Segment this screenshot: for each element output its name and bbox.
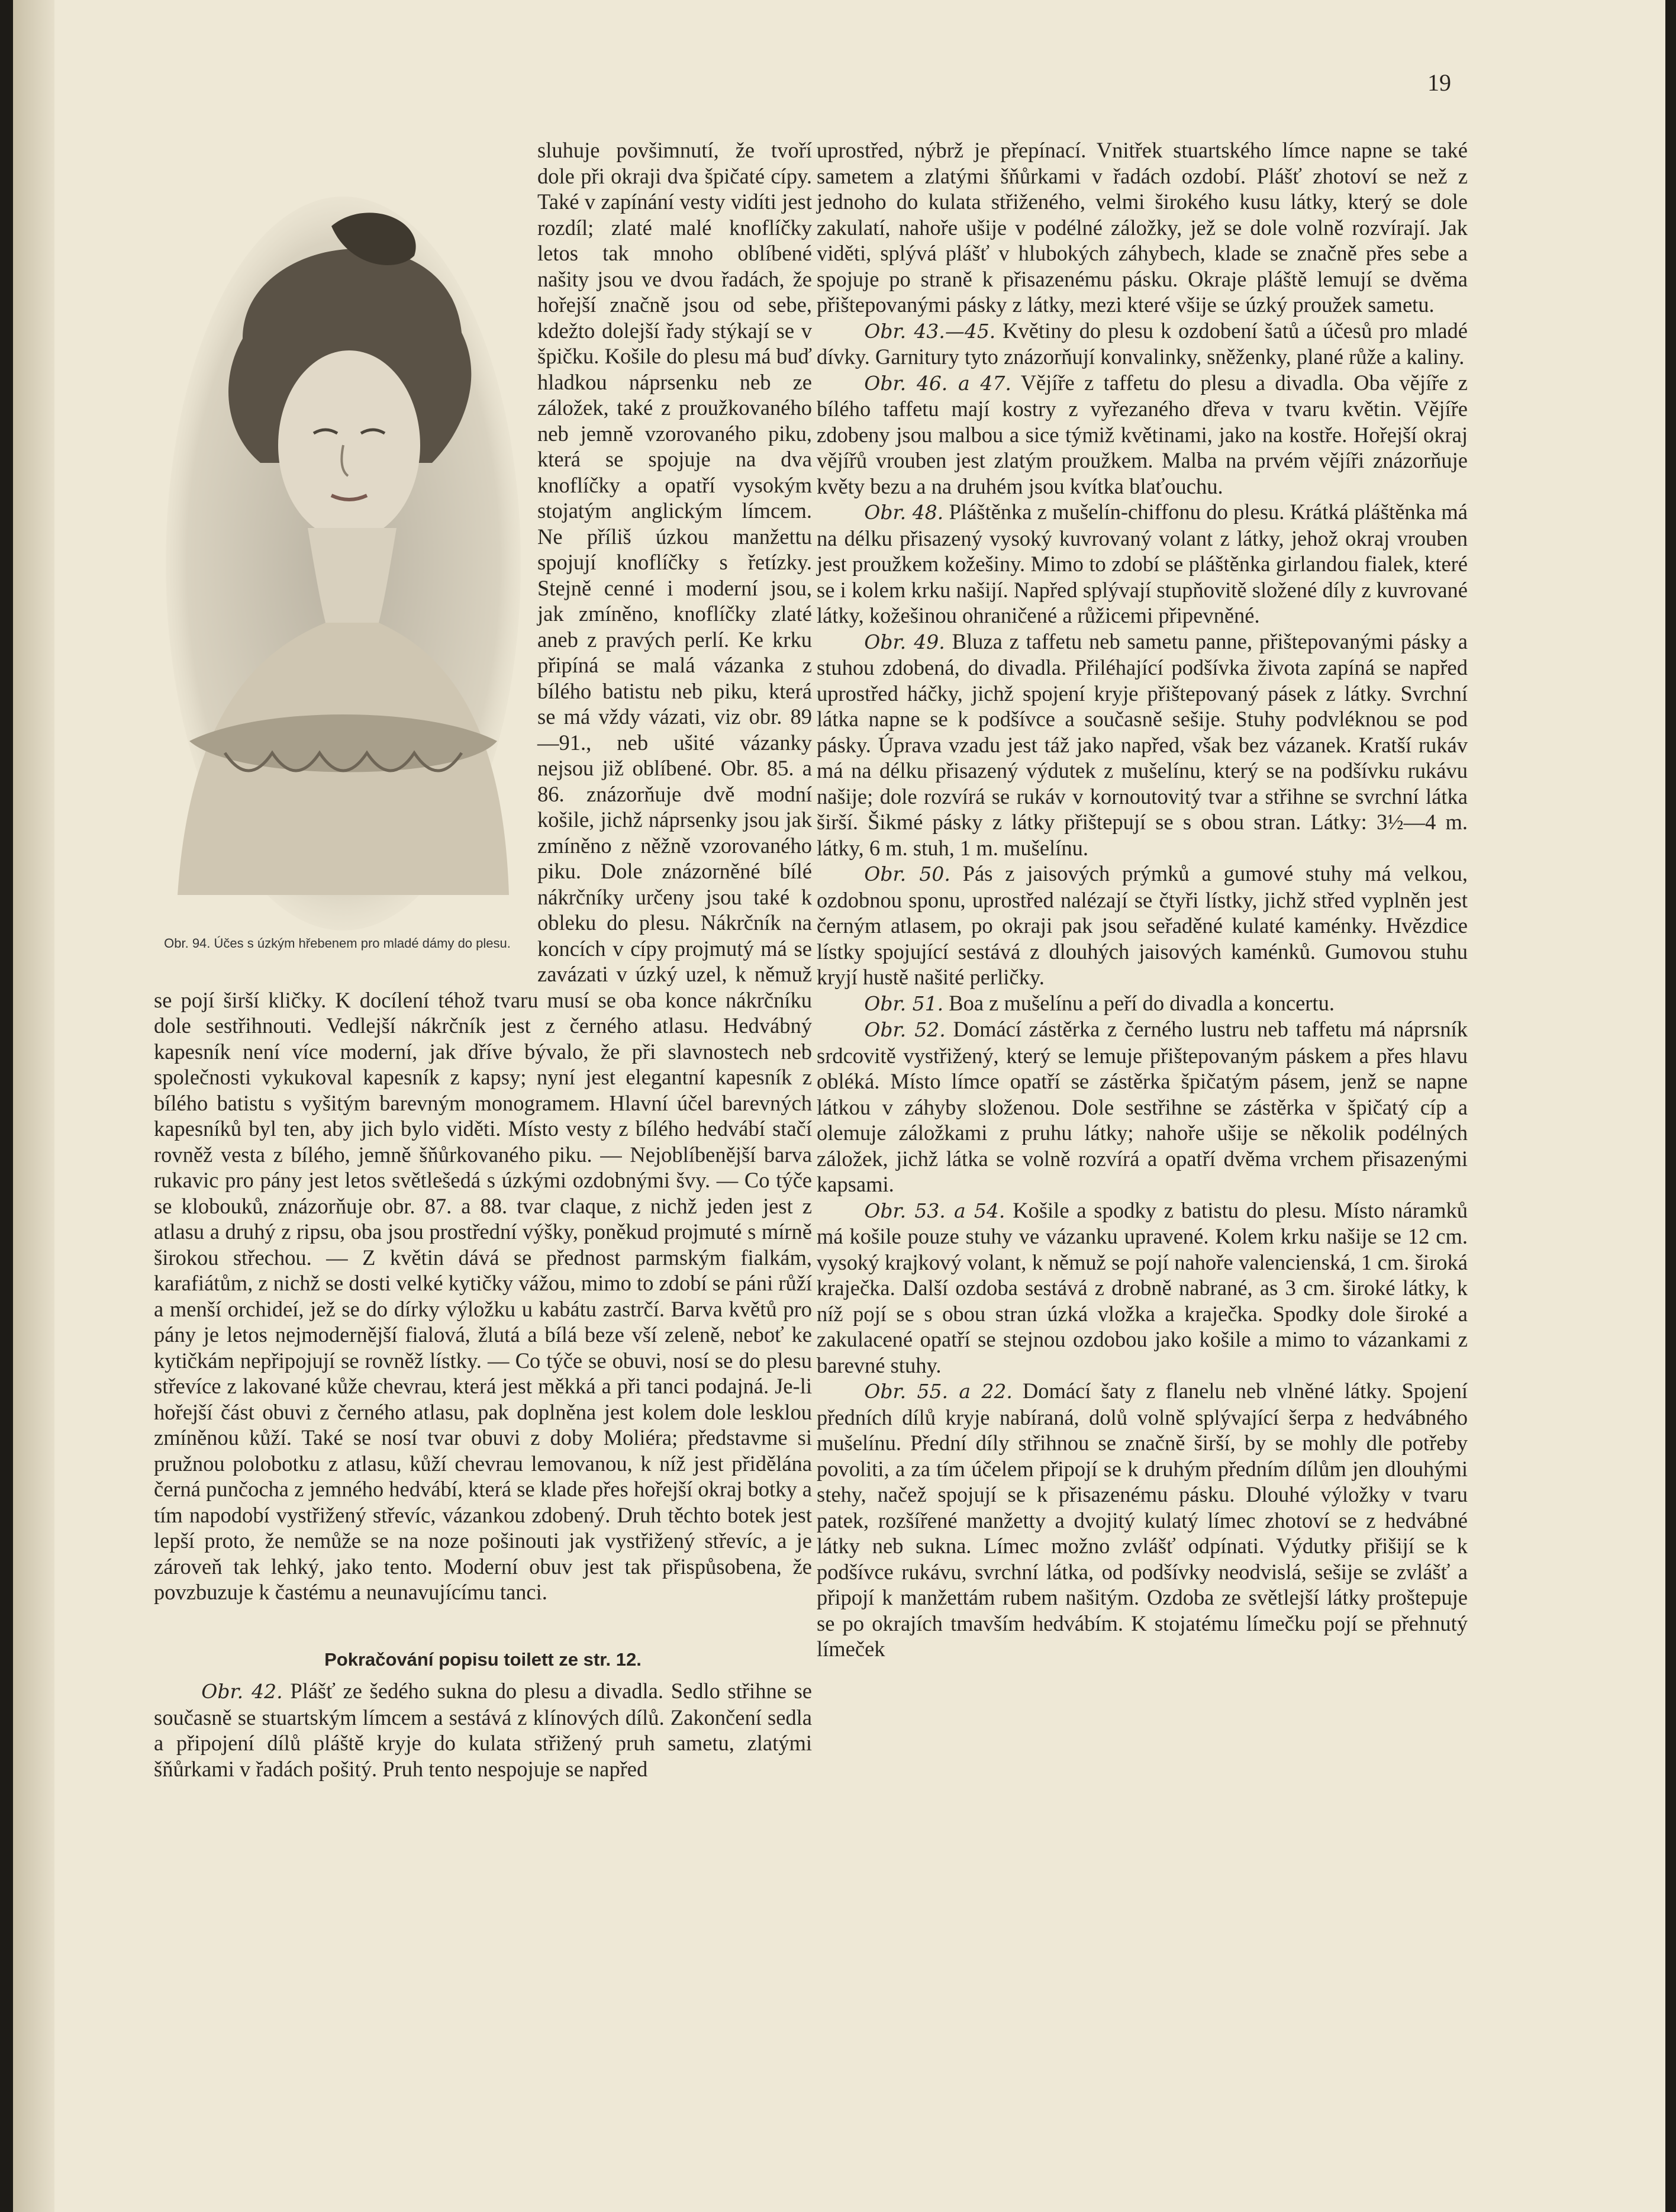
- right-column: [817, 137, 1468, 1662]
- item-text: Květiny do plesu k ozdobení šatů a účesů pro mladé dívky. Garnitury tyto znázorňují konvalinky, sněženky, plané růže a kaliny.: [817, 318, 1468, 369]
- figure-reference: Obr. 52.: [864, 1018, 946, 1041]
- item-paragraph: [817, 370, 1468, 500]
- figure-reference: Obr. 55. a 22.: [864, 1380, 1013, 1403]
- item-text: Košile a spodky z batistu do plesu. Místo náramků má košile pouze stuhy ve vázanku upravené. Kolem krku našije se 12 cm. vysoký krajkový volant, k němuž se pojí nahoře valencienská, 1 cm. široká kraječka. Další ozdoba sestává z drobně nabrané, as 3 cm. široké látky, k níž pojí se s obou stran úzká vložka a kraječka. Spodky dole široké a zakulacené opatří se stejnou ozdobou jako košile a mimo to vázankami z barevné stuhy.: [817, 1197, 1468, 1377]
- item-paragraph: [817, 318, 1468, 370]
- item-paragraph: [817, 1016, 1468, 1197]
- item-text: Pás z jaisových prýmků a gumové stuhy má velkou, ozdobnou sponu, uprostřed nalézají se čtyři lístky, jichž střed vyplněn jest černým atlasem, po okraji pak jsou seřaděné kulaté kaménky. Hvězdice lístky spojující sestává z dlouhých jaisových kaménků. Gumovou stuhu kryjí hustě našité perličky.: [817, 861, 1468, 989]
- section-heading: Pokračování popisu toilett ze str. 12.: [324, 1648, 642, 1670]
- figure-reference: Obr. 42.: [201, 1680, 283, 1703]
- item-text: Domácí šaty z flanelu neb vlněné látky. Spojení předních dílů kryje nabíraná, dolů volně splývající šerpa z hedvábného mušelínu. Přední díly střihnou se značně širší, by se mohly dle potřeby povoliti, a za tím účelem připojí se k druhým předním dílům jen dlouhými stehy, načež spojují se k přisazenému pásku. Dlouhé výložky v tvaru patek, rozšířené manžetty a dvojitý kulatý límec zhotoví se z hedvábné látky neb sukna. Límec možno zvlášť odpínati. Výdutky přišijí se k podšívce rukávu, svrchní látka, od podšívky neodvislá, sešije se zvlášť a připojí k manžettám rubem našitým. Ozdoba ze světlejší látky proštepuje se po okrajích tmavším hedvábím. K stojatému límečku pojí se přehnutý límeček: [817, 1379, 1468, 1661]
- figure-caption: Obr. 94. Účes s úzkým hřebenem pro mladé dámy do plesu.: [164, 936, 511, 951]
- figure-reference: Obr. 50.: [864, 862, 950, 886]
- left-column: [154, 137, 812, 1782]
- item-paragraph: [817, 1378, 1468, 1662]
- magazine-page: [13, 0, 1665, 2212]
- paragraph: uprostřed, nýbrž je přepínací. Vnitřek stuartského límce napne se také sametem a zlatými šňůrkami v řadách ozdobí. Plášť zhotoví se než z jednoho do kulata střiženého, velmi širokého kusu látky, který se dole zakulatí, nahoře ušije v podélné záložky, jež se dole volně rozvírají. Jak viděti, splývá plášť v hlubokých záhybech, klade se značně přes sebe a spojuje po straně k přisazenému pásku. Okraje pláště lemují se dvěma přištepovanými pásky z látky, mezi které všije se úzký proužek sametu.: [817, 138, 1468, 317]
- item-paragraph: [817, 990, 1468, 1017]
- paragraph-text: Plášť ze šedého sukna do plesu a divadla. Sedlo střihne se současně se stuartským límcem a sestává z klínových dílů. Zakončení sedla a připojení dílů pláště kryje do kulata střižený pruh sametu, zlatými šňůrkami v řadách pošitý. Pruh tento nespojuje se napřed: [154, 1679, 813, 1781]
- portrait-illustration: [154, 185, 521, 930]
- item-text: Vějíře z taffetu do plesu a divadla. Oba vějíře z bílého taffetu mají kostry z vyřezaného dřeva v tvaru květin. Vějíře zdobeny jsou malbou a sice týmiž květinami, jako na kostře. Hořejší okraj vějířů vrouben jest zlatým proužkem. Malba na prvém vějíři znázorňuje květy bezu a na druhém jsou kvítka blaťouchu.: [817, 370, 1468, 498]
- item-text: Bluza z taffetu neb sametu panne, přištepovanými pásky a stuhou zdobená, do divadla. Přiléhající podšívka života zapíná se napřed uprostřed háčky, jichž spojení kryje přištepovaný pásek z látky. Svrchní látka napne se k podšívce a současně sešije. Stuhy podvléknou se pod pásky. Úprava vzadu jest táž jako napřed, však bez vázanek. Kratší rukáv má na délku přisazený výdutek z mušelínu, který se na podšívku rukávu našije; dole rozvírá se rukáv v kornoutovitý tvar a střihne se svrchní látka širší. Šikmé pásky z látky přištepují se s obou stran. Látky: 3½—4 m. látky, 6 m. stuh, 1 m. mušelínu.: [817, 629, 1468, 860]
- item-text: Pláštěnka z mušelín-chiffonu do plesu. Krátká pláštěnka má na délku přisazený vysoký kuvrovaný volant z látky, jehož okraj vrouben jest proužkem kožešiny. Mimo to zdobí se pláštěnka girlandou fialek, které se i kolem krku našijí. Napřed splývají stupňovitě složené díly z kuvrované látky, kožešinou ohraničené a růžicemi připevněné.: [817, 500, 1468, 627]
- figure-reference: Obr. 48.: [864, 501, 944, 524]
- figure-reference: Obr. 49.: [864, 630, 945, 653]
- figure-reference: Obr. 51.: [864, 991, 944, 1015]
- paragraph-obr-42: [154, 1678, 812, 1782]
- item-paragraph: [817, 499, 1468, 629]
- item-paragraph: [817, 861, 1468, 990]
- page-gutter: [13, 0, 54, 2212]
- page-number: 19: [1427, 69, 1451, 96]
- item-paragraph: [817, 1197, 1468, 1379]
- paragraph: sluhuje povšimnutí, že tvoří dole při okraji dva špičaté cípy. Také v zapínání vesty vidíti jest rozdíl; zlaté malé knoflíčky letos tak mnoho oblíbené našity jsou ve dvou řadách, že hořejší značně jsou od sebe, kdežto dolejší řady stýkají se v špičku. Košile do plesu má buď hladkou náprsenku neb ze záložek, také z proužkovaného neb jemně vzorovaného piku, která se spojuje na dva knoflíčky a opatří vysokým stojatým anglickým límcem. Ne příliš úzkou manžettu spojují knoflíčky s řetízky. Stejně cenné i moderní jsou, jak zmíněno, knoflíčky zlaté aneb z pravých perlí. Ke krku připíná se malá vázanka z bílého batistu neb piku, která se má vždy vázati, viz obr. 89—91., neb ušité vázanky nejsou již oblíbené. Obr. 85. a 86. znázorňuje dvě modní košile, jichž náprsenky jsou jak zmíněno z něžně vzorovaného piku. Dole znázorněné bílé nákrčníky určeny jsou také k obleku do plesu. Nákrčník na koncích v cípy projmutý má se zavázati v úzký uzel, k němuž se pojí širší kličky. K docílení téhož tvaru musí se oba konce nákrčníku dole sestřihnouti. Vedlejší nákrčník jest z černého atlasu. Hedvábný kapesník není více moderní, jak dříve bývalo, že při slavnostech neb společnosti vykukoval kapesník z kapsy; nyní jest elegantní kapesník z bílého batistu s vyšitým barevným monogramem. Hlavní účel barevných kapesníků byl ten, aby jich bylo viděti. Místo vesty z bílého hedvábí stačí rovněž vesta z bílého, jemně šňůrkovaného piku. — Nejoblíbenější barva rukavic pro pány jest letos světlešedá s úzkými ozdobnými švy. — Co týče se klobouků, znázorňuje obr. 87. a 88. tvar claque, z nichž jeden jest z atlasu a druhý z ripsu, oba jsou prostřední výšky, poněkud projmuté s mírně širokou střechou. — Z květin dává se přednost parmským fialkám, karafiátům, z nichž se dosti velké kytičky vážou, mimo to zdobí se páni růží a menší orchideí, jež se do dírky výložku u kabátu zastrčí. Barva květů pro pány je letos nejmodernější fialová, žlutá a bílá beze vší zeleně, neboť ke kytičkám nepřipojují se rovněž lístky. — Co týče se obuvi, nosí se do plesu střevíce z lakované kůže chevrau, která jest měkká a při tanci podajná. Je-li hořejší část obuvi z černého atlasu, pak doplněna jest kolem dole lesklou zmíněnou kůží. Také se nosí tvar obuvi z doby Moliéra; představme si pružnou polobotku z atlasu, kůží chevrau lemovanou, k níž jest přidělána černá punčocha z jemného hedvábí, která se klade přes hořejší okraj botky a tím napodobí vystřižený střevíc, vázankou zdobený. Druh těchto botek jest lepší proto, že nemůže se na noze pošinouti jak vystřižený střevíc, a je zároveň tak lehký, jako tento. Moderní obuv jest tak přispůsobena, že povzbuzuje k častému a neunavujícímu tanci.: [154, 138, 812, 1604]
- item-paragraph: [817, 629, 1468, 861]
- item-text: Boa z mušelínu a peří do divadla a koncertu.: [949, 990, 1335, 1015]
- figure-reference: Obr. 53. a 54.: [864, 1199, 1005, 1222]
- figure-94: [154, 185, 521, 978]
- figure-reference: Obr. 43.—45.: [864, 319, 996, 343]
- figure-reference: Obr. 46. a 47.: [864, 371, 1011, 395]
- item-text: Domácí zástěrka z černého lustru neb taffetu má náprsník srdcovitě vystřižený, který se lemuje přištepovaným páskem a přes hlavu obléká. Místo límce opatří se zástěrka špičatým pásem, jenž se napne látkou v záhyby složenou. Dole sestřihne se zástěrka v špičatý cíp a olemuje záložkami z pruhu látky; nahoře ušije se několik podélných záložek, jichž látka se volně rozvírá a opatří dvěma vrchem přisazenými kapsami.: [817, 1017, 1468, 1196]
